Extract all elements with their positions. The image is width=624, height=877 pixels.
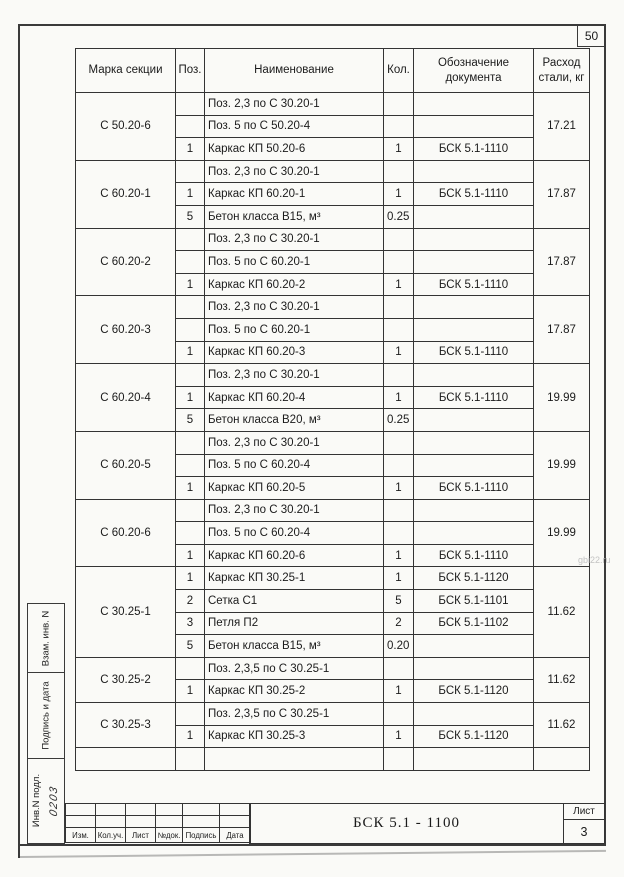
document-designation-cell	[414, 364, 534, 387]
steel-consumption-cell: 17.21	[534, 93, 590, 161]
document-designation-cell	[414, 93, 534, 116]
document-designation-cell	[414, 115, 534, 138]
section-mark-cell	[76, 748, 176, 771]
steel-consumption-cell: 17.87	[534, 228, 590, 296]
position-cell	[176, 160, 205, 183]
position-cell: 5	[176, 205, 205, 228]
quantity-cell	[384, 748, 414, 771]
table-row	[76, 431, 590, 454]
steel-consumption-cell: 11.62	[534, 567, 590, 657]
name-cell: Сетка С1	[205, 590, 384, 613]
name-cell: Петля П2	[205, 612, 384, 635]
steel-consumption-cell: 17.87	[534, 160, 590, 228]
position-cell: 1	[176, 138, 205, 161]
document-designation-cell: БСК 5.1-1110	[414, 477, 534, 500]
position-cell: 5	[176, 409, 205, 432]
name-cell: Поз. 2,3 по С 30.20-1	[205, 364, 384, 387]
quantity-cell	[384, 115, 414, 138]
document-designation-cell	[414, 205, 534, 228]
document-designation-cell	[414, 318, 534, 341]
position-cell: 1	[176, 680, 205, 703]
quantity-cell: 1	[384, 725, 414, 748]
position-cell: 1	[176, 183, 205, 206]
position-cell	[176, 522, 205, 545]
position-cell: 1	[176, 341, 205, 364]
document-designation-cell	[414, 635, 534, 658]
quantity-cell: 1	[384, 138, 414, 161]
page-frame-top	[18, 24, 606, 26]
revision-empty-row	[66, 816, 251, 828]
steel-consumption-cell: 17.87	[534, 296, 590, 364]
position-cell: 1	[176, 273, 205, 296]
section-mark-cell: С 60.20-2	[76, 228, 176, 296]
document-designation-cell	[414, 296, 534, 319]
rev-col-ndok: №док.	[156, 828, 183, 843]
position-cell: 1	[176, 477, 205, 500]
document-designation-cell	[414, 454, 534, 477]
name-cell: Поз. 2,3,5 по С 30.25-1	[205, 657, 384, 680]
name-cell: Поз. 5 по С 60.20-1	[205, 251, 384, 274]
name-cell: Поз. 2,3,5 по С 30.25-1	[205, 703, 384, 726]
quantity-cell: 1	[384, 680, 414, 703]
side-cell-vzam	[28, 604, 64, 673]
table-row	[76, 296, 590, 319]
quantity-cell	[384, 318, 414, 341]
specification-table	[75, 48, 590, 771]
quantity-cell	[384, 454, 414, 477]
side-label-podpis: Подпись и дата	[40, 681, 52, 750]
position-cell	[176, 454, 205, 477]
rev-col-izm: Изм.	[66, 828, 96, 843]
side-label-inv: Инв.N подл.	[31, 773, 43, 828]
position-cell	[176, 748, 205, 771]
table-row	[76, 228, 590, 251]
watermark: gbi22.ru	[578, 555, 611, 565]
sheet-number: 3	[580, 825, 588, 839]
name-cell: Поз. 2,3 по С 30.20-1	[205, 499, 384, 522]
document-designation-cell	[414, 409, 534, 432]
name-cell: Каркас КП 60.20-5	[205, 477, 384, 500]
sheet-label: Лист	[564, 804, 604, 820]
side-cell-inv	[28, 759, 64, 842]
name-cell: Каркас КП 50.20-6	[205, 138, 384, 161]
spec-table-body	[76, 93, 590, 771]
quantity-cell: 1	[384, 273, 414, 296]
table-row	[76, 499, 590, 522]
position-cell: 1	[176, 567, 205, 590]
quantity-cell	[384, 657, 414, 680]
quantity-cell: 1	[384, 341, 414, 364]
document-designation-cell: БСК 5.1-1110	[414, 138, 534, 161]
quantity-cell	[384, 522, 414, 545]
quantity-cell	[384, 703, 414, 726]
position-cell: 3	[176, 612, 205, 635]
page-frame-right	[604, 24, 606, 846]
table-row	[76, 657, 590, 680]
sheet-cell	[563, 803, 605, 844]
name-cell: Поз. 5 по С 60.20-1	[205, 318, 384, 341]
position-cell	[176, 499, 205, 522]
header-document: Обозначение документа	[414, 49, 534, 93]
name-cell: Поз. 5 по С 60.20-4	[205, 454, 384, 477]
table-row	[76, 703, 590, 726]
section-mark-cell: С 50.20-6	[76, 93, 176, 161]
side-label-vzam: Взам. инв. N	[40, 610, 52, 666]
table-row	[76, 567, 590, 590]
document-designation-cell: БСК 5.1-1110	[414, 183, 534, 206]
name-cell: Поз. 2,3 по С 30.20-1	[205, 160, 384, 183]
name-cell: Каркас КП 60.20-3	[205, 341, 384, 364]
quantity-cell	[384, 228, 414, 251]
position-cell	[176, 364, 205, 387]
quantity-cell	[384, 431, 414, 454]
name-cell: Бетон класса В15, м³	[205, 635, 384, 658]
quantity-cell	[384, 364, 414, 387]
document-designation-cell	[414, 251, 534, 274]
header-steel: Расход стали, кг	[534, 49, 590, 93]
handwritten-inventory-number: 0203	[48, 783, 61, 818]
section-mark-cell: С 60.20-4	[76, 364, 176, 432]
name-cell: Каркас КП 30.25-2	[205, 680, 384, 703]
steel-consumption-cell: 19.99	[534, 364, 590, 432]
header-name: Наименование	[205, 49, 384, 93]
section-mark-cell: С 60.20-1	[76, 160, 176, 228]
quantity-cell: 0.20	[384, 635, 414, 658]
name-cell: Каркас КП 60.20-1	[205, 183, 384, 206]
table-row	[76, 748, 590, 771]
document-designation-cell: БСК 5.1-1101	[414, 590, 534, 613]
name-cell: Поз. 2,3 по С 30.20-1	[205, 228, 384, 251]
document-designation-cell: БСК 5.1-1102	[414, 612, 534, 635]
rev-col-podpis: Подпись	[183, 828, 220, 843]
steel-consumption-cell	[534, 748, 590, 771]
steel-consumption-cell: 19.99	[534, 499, 590, 567]
position-cell: 5	[176, 635, 205, 658]
name-cell: Каркас КП 60.20-6	[205, 544, 384, 567]
document-designation-cell	[414, 160, 534, 183]
name-cell	[205, 748, 384, 771]
position-cell	[176, 93, 205, 116]
name-cell: Поз. 2,3 по С 30.20-1	[205, 93, 384, 116]
page-frame-bottom	[18, 844, 606, 846]
quantity-cell: 0.25	[384, 205, 414, 228]
document-number-cell	[249, 803, 564, 844]
header-position: Поз.	[176, 49, 205, 93]
position-cell	[176, 251, 205, 274]
steel-consumption-cell: 11.62	[534, 703, 590, 748]
section-mark-cell: С 60.20-3	[76, 296, 176, 364]
page-number-box	[577, 25, 605, 47]
name-cell: Каркас КП 30.25-1	[205, 567, 384, 590]
quantity-cell	[384, 499, 414, 522]
quantity-cell: 5	[384, 590, 414, 613]
name-cell: Бетон класса В20, м³	[205, 409, 384, 432]
document-designation-cell	[414, 657, 534, 680]
document-designation-cell: БСК 5.1-1110	[414, 341, 534, 364]
section-mark-cell: С 30.25-1	[76, 567, 176, 657]
side-label-inv-wrap	[28, 759, 46, 842]
steel-consumption-cell: 11.62	[534, 657, 590, 702]
name-cell: Поз. 2,3 по С 30.20-1	[205, 296, 384, 319]
name-cell: Поз. 2,3 по С 30.20-1	[205, 431, 384, 454]
position-cell	[176, 318, 205, 341]
header-quantity: Кол.	[384, 49, 414, 93]
table-row	[76, 160, 590, 183]
position-cell	[176, 703, 205, 726]
document-designation-cell	[414, 703, 534, 726]
document-designation-cell	[414, 499, 534, 522]
document-designation-cell	[414, 522, 534, 545]
name-cell: Поз. 5 по С 60.20-4	[205, 522, 384, 545]
quantity-cell	[384, 251, 414, 274]
document-designation-cell: БСК 5.1-1120	[414, 725, 534, 748]
quantity-cell: 1	[384, 477, 414, 500]
section-mark-cell: С 30.25-2	[76, 657, 176, 702]
position-cell: 1	[176, 725, 205, 748]
quantity-cell	[384, 160, 414, 183]
quantity-cell: 1	[384, 544, 414, 567]
name-cell: Каркас КП 30.25-3	[205, 725, 384, 748]
table-row	[76, 93, 590, 116]
rev-col-koluch: Кол.уч.	[96, 828, 126, 843]
position-cell	[176, 657, 205, 680]
quantity-cell: 1	[384, 567, 414, 590]
document-designation-cell	[414, 431, 534, 454]
document-number: БСК 5.1 - 1100	[353, 815, 460, 831]
document-designation-cell: БСК 5.1-1120	[414, 567, 534, 590]
section-mark-cell: С 60.20-5	[76, 431, 176, 499]
name-cell: Бетон класса В15, м³	[205, 205, 384, 228]
name-cell: Каркас КП 60.20-4	[205, 386, 384, 409]
document-designation-cell: БСК 5.1-1110	[414, 544, 534, 567]
side-stamp	[27, 603, 65, 844]
quantity-cell: 0.25	[384, 409, 414, 432]
side-cell-podpis	[28, 673, 64, 759]
revision-block	[65, 803, 251, 843]
section-mark-cell: С 30.25-3	[76, 703, 176, 748]
quantity-cell	[384, 296, 414, 319]
quantity-cell: 2	[384, 612, 414, 635]
quantity-cell: 1	[384, 183, 414, 206]
position-cell: 1	[176, 386, 205, 409]
quantity-cell: 1	[384, 386, 414, 409]
name-cell: Поз. 5 по С 50.20-4	[205, 115, 384, 138]
page-number: 50	[584, 28, 599, 43]
position-cell: 1	[176, 544, 205, 567]
quantity-cell	[384, 93, 414, 116]
rev-col-list: Лист	[126, 828, 156, 843]
position-cell	[176, 296, 205, 319]
document-designation-cell: БСК 5.1-1120	[414, 680, 534, 703]
table-header-row	[76, 49, 590, 93]
rev-col-data: Дата	[220, 828, 251, 843]
document-designation-cell: БСК 5.1-1110	[414, 273, 534, 296]
document-designation-cell	[414, 228, 534, 251]
page-frame-left	[18, 24, 20, 858]
document-designation-cell	[414, 748, 534, 771]
name-cell: Каркас КП 60.20-2	[205, 273, 384, 296]
table-row	[76, 364, 590, 387]
steel-consumption-cell: 19.99	[534, 431, 590, 499]
scan-artifact-line	[20, 850, 606, 858]
revision-labels-row	[66, 828, 251, 843]
revision-empty-row	[66, 804, 251, 816]
position-cell	[176, 431, 205, 454]
position-cell	[176, 228, 205, 251]
handwritten-inventory-number-wrap	[45, 759, 64, 842]
document-designation-cell: БСК 5.1-1110	[414, 386, 534, 409]
position-cell	[176, 115, 205, 138]
position-cell: 2	[176, 590, 205, 613]
section-mark-cell: С 60.20-6	[76, 499, 176, 567]
header-section-mark: Марка секции	[76, 49, 176, 93]
